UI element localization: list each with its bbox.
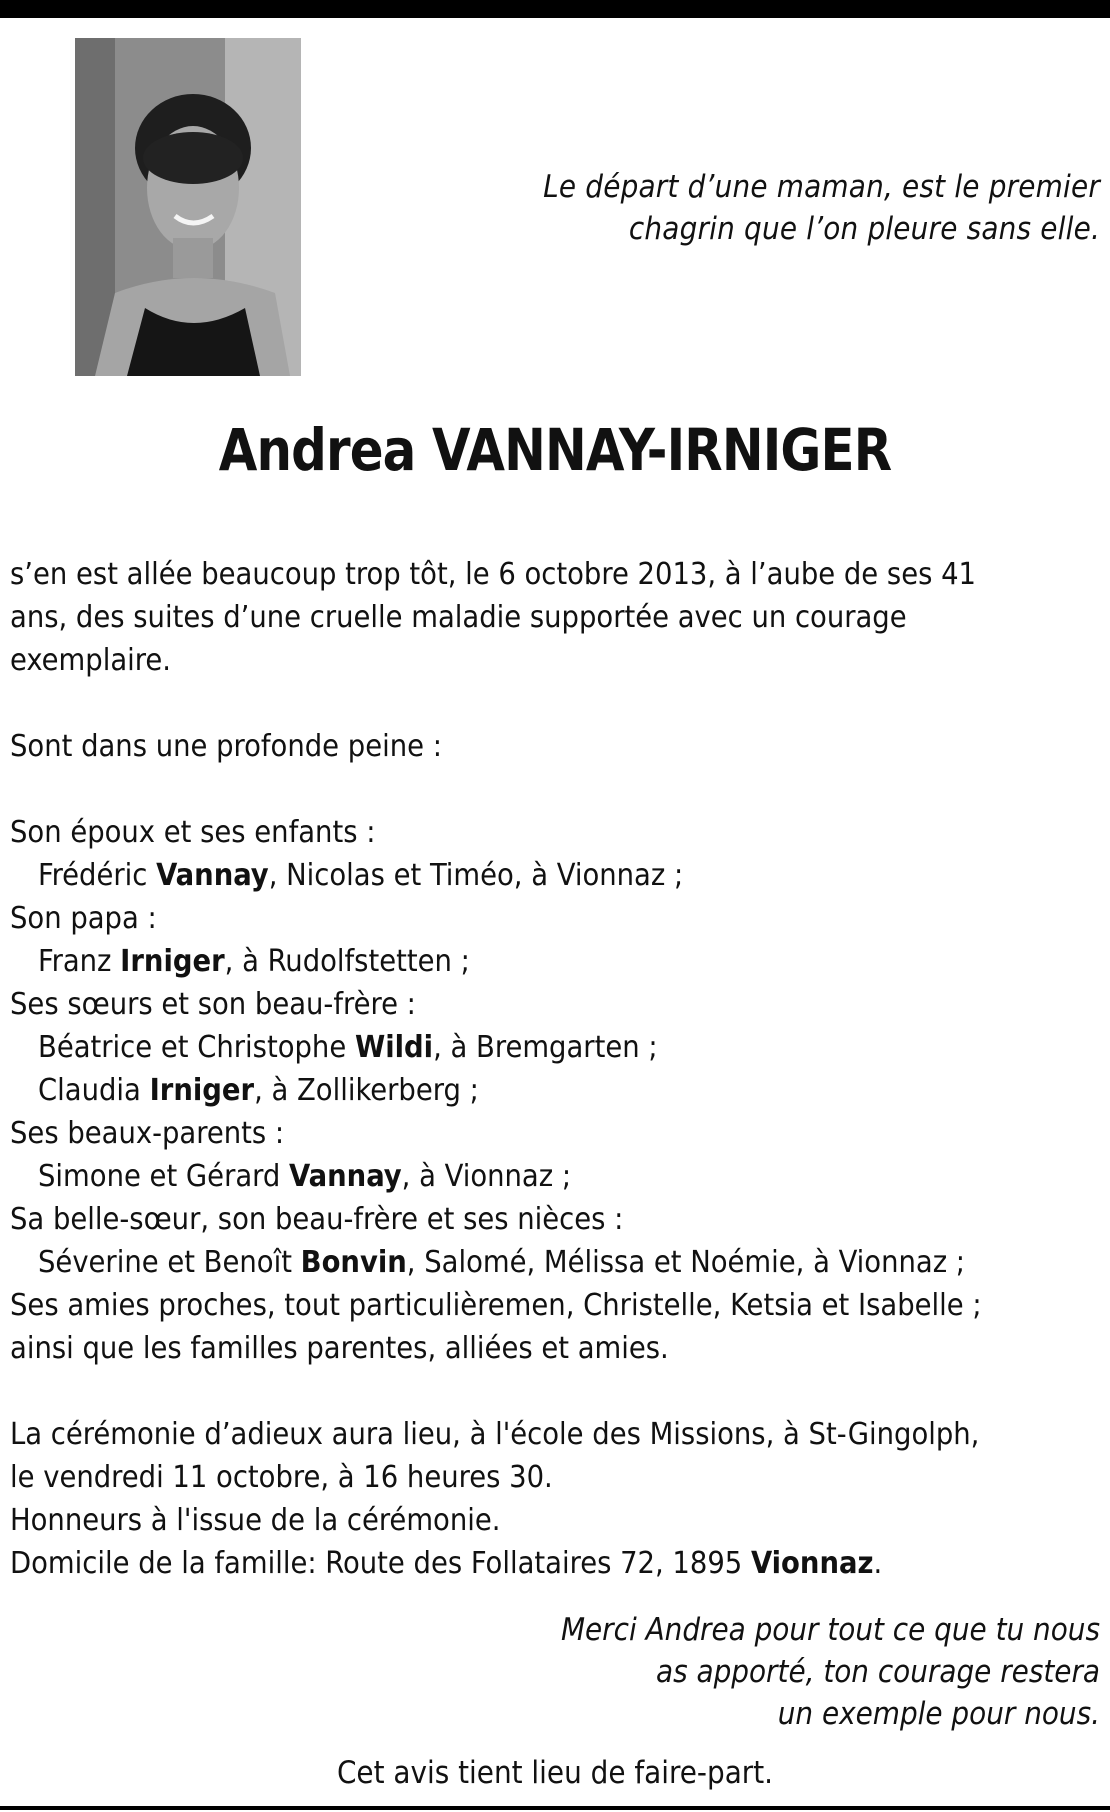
closing-quote-line: Merci Andrea pour tout ce que tu nous (560, 1612, 1100, 1648)
domicile-line: Domicile de la famille: Route des Follataires 72, 1895 Vionnaz. (10, 1546, 883, 1581)
closing-quote (400, 1609, 1100, 1735)
notice-footer: Cet avis tient lieu de faire-part. (336, 1755, 774, 1791)
family-member: Franz Irniger, à Rudolfstetten ; (38, 944, 470, 979)
obituary-body (10, 553, 1100, 1585)
family-member: Simone et Gérard Vannay, à Vionnaz ; (38, 1159, 572, 1194)
top-rule (0, 0, 1110, 18)
ceremony-line: La cérémonie d’adieux aura lieu, à l'école des Missions, à St-Gingolph, (10, 1417, 980, 1452)
family-label: Sa belle-sœur, son beau-frère et ses nièces : (10, 1202, 624, 1237)
spacer (10, 682, 1100, 725)
opening-quote-line: chagrin que l’on pleure sans elle. (628, 211, 1100, 247)
spacer (10, 1370, 1100, 1413)
family-label: Son époux et ses enfants : (10, 815, 376, 850)
family-label: Ses sœurs et son beau-frère : (10, 987, 416, 1022)
spacer (10, 768, 1100, 811)
ceremony-line: Honneurs à l'issue de la cérémonie. (10, 1503, 501, 1538)
ceremony-line: le vendredi 11 octobre, à 16 heures 30. (10, 1460, 553, 1495)
family-label: Ses beaux-parents : (10, 1116, 285, 1151)
family-member: Séverine et Benoît Bonvin, Salomé, Mélissa et Noémie, à Vionnaz ; (38, 1245, 966, 1280)
family-label: Son papa : (10, 901, 157, 936)
family-member: Béatrice et Christophe Wildi, à Bremgarten ; (38, 1030, 658, 1065)
intro-line: ans, des suites d’une cruelle maladie supportée avec un courage (10, 600, 907, 635)
portrait-photo (75, 38, 301, 376)
intro-line: exemplaire. (10, 643, 171, 678)
friends-line: Ses amies proches, tout particulièremen, Christelle, Ketsia et Isabelle ; (10, 1288, 982, 1323)
family-member: Claudia Irniger, à Zollikerberg ; (38, 1073, 479, 1108)
closing-quote-line: as apporté, ton courage restera (656, 1654, 1100, 1690)
intro-line: s’en est allée beaucoup trop tôt, le 6 octobre 2013, à l’aube de ses 41 (10, 557, 977, 592)
relatives-line: ainsi que les familles parentes, alliées et amies. (10, 1331, 669, 1366)
opening-quote (460, 166, 1100, 250)
opening-quote-line: Le départ d’une maman, est le premier (543, 169, 1100, 205)
family-member: Frédéric Vannay, Nicolas et Timéo, à Vionnaz ; (38, 858, 684, 893)
bottom-rule (0, 1806, 1110, 1810)
closing-quote-line: un exemple pour nous. (777, 1696, 1100, 1732)
mourning-heading: Sont dans une profonde peine : (10, 729, 442, 764)
deceased-name: Andrea VANNAY-IRNIGER (218, 416, 892, 484)
portrait-photo-icon (75, 38, 301, 376)
